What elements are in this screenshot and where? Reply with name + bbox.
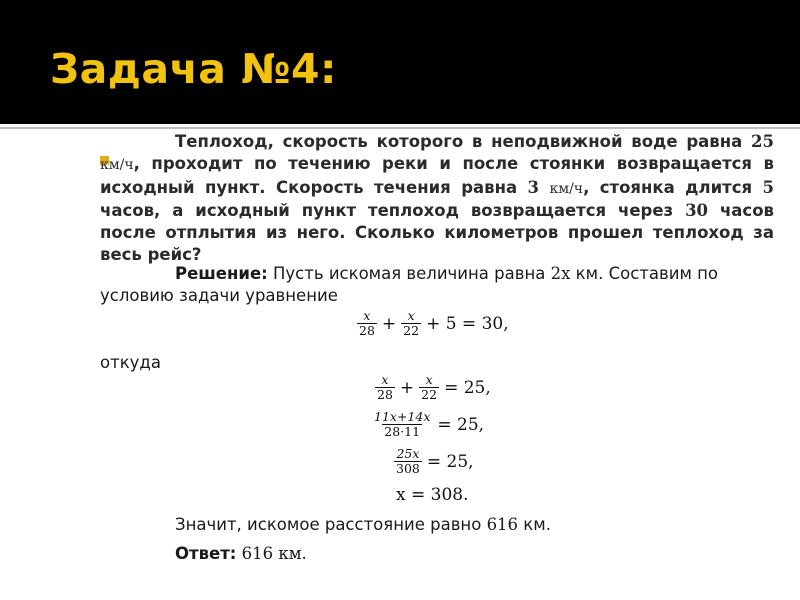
conclusion-unit: км.	[518, 515, 551, 534]
answer-value: 616	[236, 544, 274, 563]
eq2-plus: +	[399, 377, 415, 398]
divider-rule	[0, 127, 800, 129]
problem-text-4: часов, а исходный пункт теплоход возвращается через	[100, 200, 686, 220]
conclusion-line	[100, 514, 780, 536]
equation-3	[370, 410, 487, 439]
problem-speed-unit: км/ч	[100, 157, 134, 174]
conclusion-value: 616	[486, 515, 519, 534]
slide-title: Задача №4:	[50, 45, 337, 93]
problem-current: 3	[527, 177, 540, 197]
equation-1	[355, 309, 512, 338]
problem-total: 30	[685, 200, 709, 220]
eq2-num-2: x	[425, 372, 433, 387]
eq1-den-2: 22	[403, 323, 420, 338]
problem-statement	[100, 131, 774, 267]
eq4-den: 308	[396, 461, 420, 476]
eq1-num-2: x	[407, 308, 415, 323]
eq2-frac-2	[419, 373, 439, 402]
eq4-num: 25x	[396, 446, 420, 461]
eq2-num-1: x	[381, 372, 389, 387]
problem-current-unit: км/ч	[549, 180, 584, 197]
problem-text-1: Теплоход, скорость которого в неподвижной воде равна	[175, 132, 752, 151]
problem-text-5: часов после отплытия из него. Сколько километров прошел теплоход за весь рейс?	[100, 200, 774, 265]
eq2-den-1: 28	[377, 387, 393, 402]
equation-2	[373, 373, 494, 402]
equation-5	[396, 485, 469, 505]
eq4-rest: = 25,	[426, 451, 474, 472]
answer-label: Ответ:	[175, 544, 237, 563]
problem-text-2: , проходит по течению реки и после стоянки возвращается в исходный пункт. Скорость течения равна	[100, 154, 774, 197]
eq1-plus: +	[381, 313, 397, 334]
eq1-den-1: 28	[359, 323, 375, 338]
eq5-text: x = 308.	[396, 485, 469, 505]
solution-label: Решение:	[175, 264, 268, 283]
problem-text-3: , стоянка длится	[583, 177, 763, 197]
eq1-frac-1	[357, 309, 377, 338]
equation-4	[392, 447, 477, 476]
eq3-num: 11x+14x	[374, 409, 431, 424]
eq4-frac	[394, 447, 422, 476]
solution-paragraph	[100, 263, 780, 307]
problem-stop: 5	[762, 177, 774, 197]
solution-text-2: км. Составим по условию задачи уравнение	[100, 264, 719, 305]
answer-unit: км.	[273, 544, 307, 563]
eq3-frac	[372, 410, 432, 439]
eq3-den: 28·11	[384, 424, 421, 439]
eq2-den-2: 22	[421, 387, 438, 402]
eq1-num-1: x	[363, 308, 371, 323]
odkuda-text: откуда	[100, 353, 161, 372]
eq1-rest: + 5 = 30,	[426, 313, 509, 334]
eq3-rest: = 25,	[437, 414, 485, 435]
eq1-frac-2	[401, 309, 421, 338]
solution-text-1: Пусть искомая величина равна	[267, 264, 551, 283]
conclusion-text: Значит, искомое расстояние равно	[175, 515, 487, 534]
eq2-frac-1	[375, 373, 395, 402]
answer-line	[100, 543, 780, 565]
eq2-rest: = 25,	[444, 377, 491, 398]
problem-speed: 25	[751, 132, 774, 151]
solution-var: 2x	[550, 264, 571, 283]
